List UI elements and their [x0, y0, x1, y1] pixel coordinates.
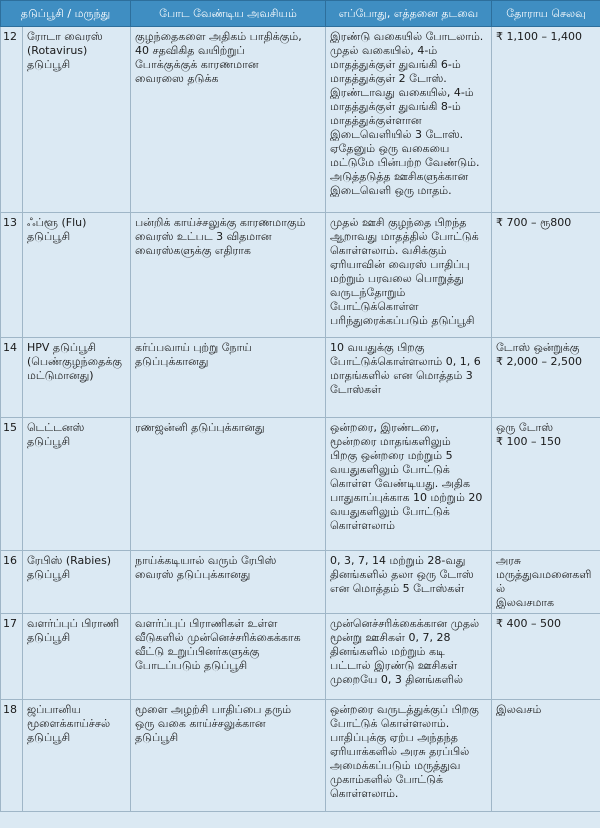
vaccine-cost: ₹ 1,100 – 1,400 — [492, 27, 600, 213]
row-number: 18 — [1, 700, 23, 812]
vaccine-schedule: முன்னெச்சரிக்கைக்கான முதல் மூன்று ஊசிகள் 0, 7, 28 தினங்களில் மற்றும் கடி பட்டால் இரண்டு ஊசிகள் முறையே 0, 3 தினங்களில் — [326, 614, 492, 700]
vaccine-cost: டோஸ் ஒன்றுக்கு ₹ 2,000 – 2,500 — [492, 338, 600, 418]
header-row — [1, 1, 600, 27]
header-vaccine: தடுப்பூசி / மருந்து — [1, 1, 131, 27]
vaccine-schedule: ஒன்றரை வருடத்துக்குப் பிறகு போட்டுக் கொள்ளலாம். பாதிப்புக்கு ஏற்ப அந்தந்த ஏரியாக்களில் அரசு தரப்பில் அமைக்கப்படும் மருத்துவ முகாம்களில் போட்டுக் கொள்ளலாம். — [326, 700, 492, 812]
table-row — [1, 27, 600, 213]
vaccine-schedule: இரண்டு வகையில் போடலாம். முதல் வகையில், 4-ம் மாதத்துக்குள் துவங்கி 6-ம் மாதத்துக்குள் 2 டோஸ். இரண்டாவது வகையில், 4-ம் மாதத்துக்குள் துவங்கி 8-ம் மாதத்துக்குள்ளான இடைவெளியில் 3 டோஸ். ஏதேனும் ஒரு வகையை மட்டுமே பின்பற்ற வேண்டும். அடுத்தடுத்த ஊசிகளுக்கான இடைவெளி ஒரு மாதம். — [326, 27, 492, 213]
vaccine-cost: ஒரு டோஸ் ₹ 100 – 150 — [492, 418, 600, 551]
vaccine-schedule: ஒன்றரை, இரண்டரை, மூன்றரை மாதங்களிலும் பிறகு ஒன்றரை மற்றும் 5 வயதுகளிலும் போட்டுக் கொள்ள வேண்டியது. அதிக பாதுகாப்புக்காக 10 மற்றும் 20 வயதுகளிலும் போட்டுக் கொள்ளலாம் — [326, 418, 492, 551]
row-number: 16 — [1, 551, 23, 614]
vaccine-name: ஃப்ளூ (Flu) தடுப்பூசி — [23, 213, 131, 338]
row-number: 12 — [1, 27, 23, 213]
row-number: 13 — [1, 213, 23, 338]
table-row — [1, 213, 600, 338]
vaccine-need: பன்றிக் காய்ச்சலுக்கு காரணமாகும் வைரஸ் உட்பட 3 விதமான வைரஸ்களுக்கு எதிராக — [131, 213, 326, 338]
row-number: 14 — [1, 338, 23, 418]
vaccine-name: டெட்டனஸ் தடுப்பூசி — [23, 418, 131, 551]
vaccine-need: நாய்க்கடியால் வரும் ரேபிஸ் வைரஸ் தடுப்புக்கானது — [131, 551, 326, 614]
vaccine-need: கர்ப்பவாய் புற்று நோய் தடுப்புக்கானது — [131, 338, 326, 418]
vaccine-name: வளர்ப்புப் பிராணி தடுப்பூசி — [23, 614, 131, 700]
table-row — [1, 614, 600, 700]
vaccine-schedule: 0, 3, 7, 14 மற்றும் 28-வது தினங்களில் தலா ஒரு டோஸ் என மொத்தம் 5 டோஸ்கள் — [326, 551, 492, 614]
vaccine-need: ரணஜன்னி தடுப்புக்கானது — [131, 418, 326, 551]
header-schedule: எப்போது, எத்தனை தடவை — [326, 1, 492, 27]
vaccine-need: மூளை அழற்சி பாதிப்பை தரும் ஒரு வகை காய்ச்சலுக்கான தடுப்பூசி — [131, 700, 326, 812]
vaccine-cost: ₹ 400 – 500 — [492, 614, 600, 700]
header-need: போட வேண்டிய அவசியம் — [131, 1, 326, 27]
table-row — [1, 551, 600, 614]
vaccine-cost: ₹ 700 – ரூ800 — [492, 213, 600, 338]
vaccine-schedule: முதல் ஊசி குழந்தை பிறந்த ஆறாவது மாதத்தில் போட்டுக் கொள்ளலாம். வசிக்கும் ஏரியாவின் வைரஸ் பாதிப்பு மற்றும் பரவலை பொறுத்து வருடந்தோறும் போட்டுக்கொள்ள பரிந்துரைக்கப்படும் தடுப்பூசி — [326, 213, 492, 338]
table-row — [1, 338, 600, 418]
row-number: 17 — [1, 614, 23, 700]
vaccine-cost: இலவசம் — [492, 700, 600, 812]
row-number: 15 — [1, 418, 23, 551]
table-row — [1, 418, 600, 551]
vaccine-name: ரேபிஸ் (Rabies) தடுப்பூசி — [23, 551, 131, 614]
vaccine-name: HPV தடுப்பூசி (பெண்குழந்தைக்கு மட்டுமானது) — [23, 338, 131, 418]
vaccine-cost: அரசு மருத்துவமனைகளில் இலவசமாக — [492, 551, 600, 614]
header-cost: தோராய செலவு — [492, 1, 600, 27]
table-row — [1, 700, 600, 812]
vaccine-schedule: 10 வயதுக்கு பிறகு போட்டுக்கொள்ளலாம் 0, 1, 6 மாதங்களில் என மொத்தம் 3 டோஸ்கள் — [326, 338, 492, 418]
vaccine-need: வளர்ப்புப் பிராணிகள் உள்ள வீடுகளில் முன்னெச்சரிக்கைக்காக வீட்டு உறுப்பினர்களுக்கு போடப்படும் தடுப்பூசி — [131, 614, 326, 700]
vaccine-name: ரோடா வைரஸ் (Rotavirus) தடுப்பூசி — [23, 27, 131, 213]
vaccine-need: குழந்தைகளை அதிகம் பாதிக்கும், 40 சதவிகித வயிற்றுப் போக்குக்குக் காரணமான வைரஸை தடுக்க — [131, 27, 326, 213]
vaccine-name: ஜப்பானிய மூளைக்காய்ச்சல் தடுப்பூசி — [23, 700, 131, 812]
